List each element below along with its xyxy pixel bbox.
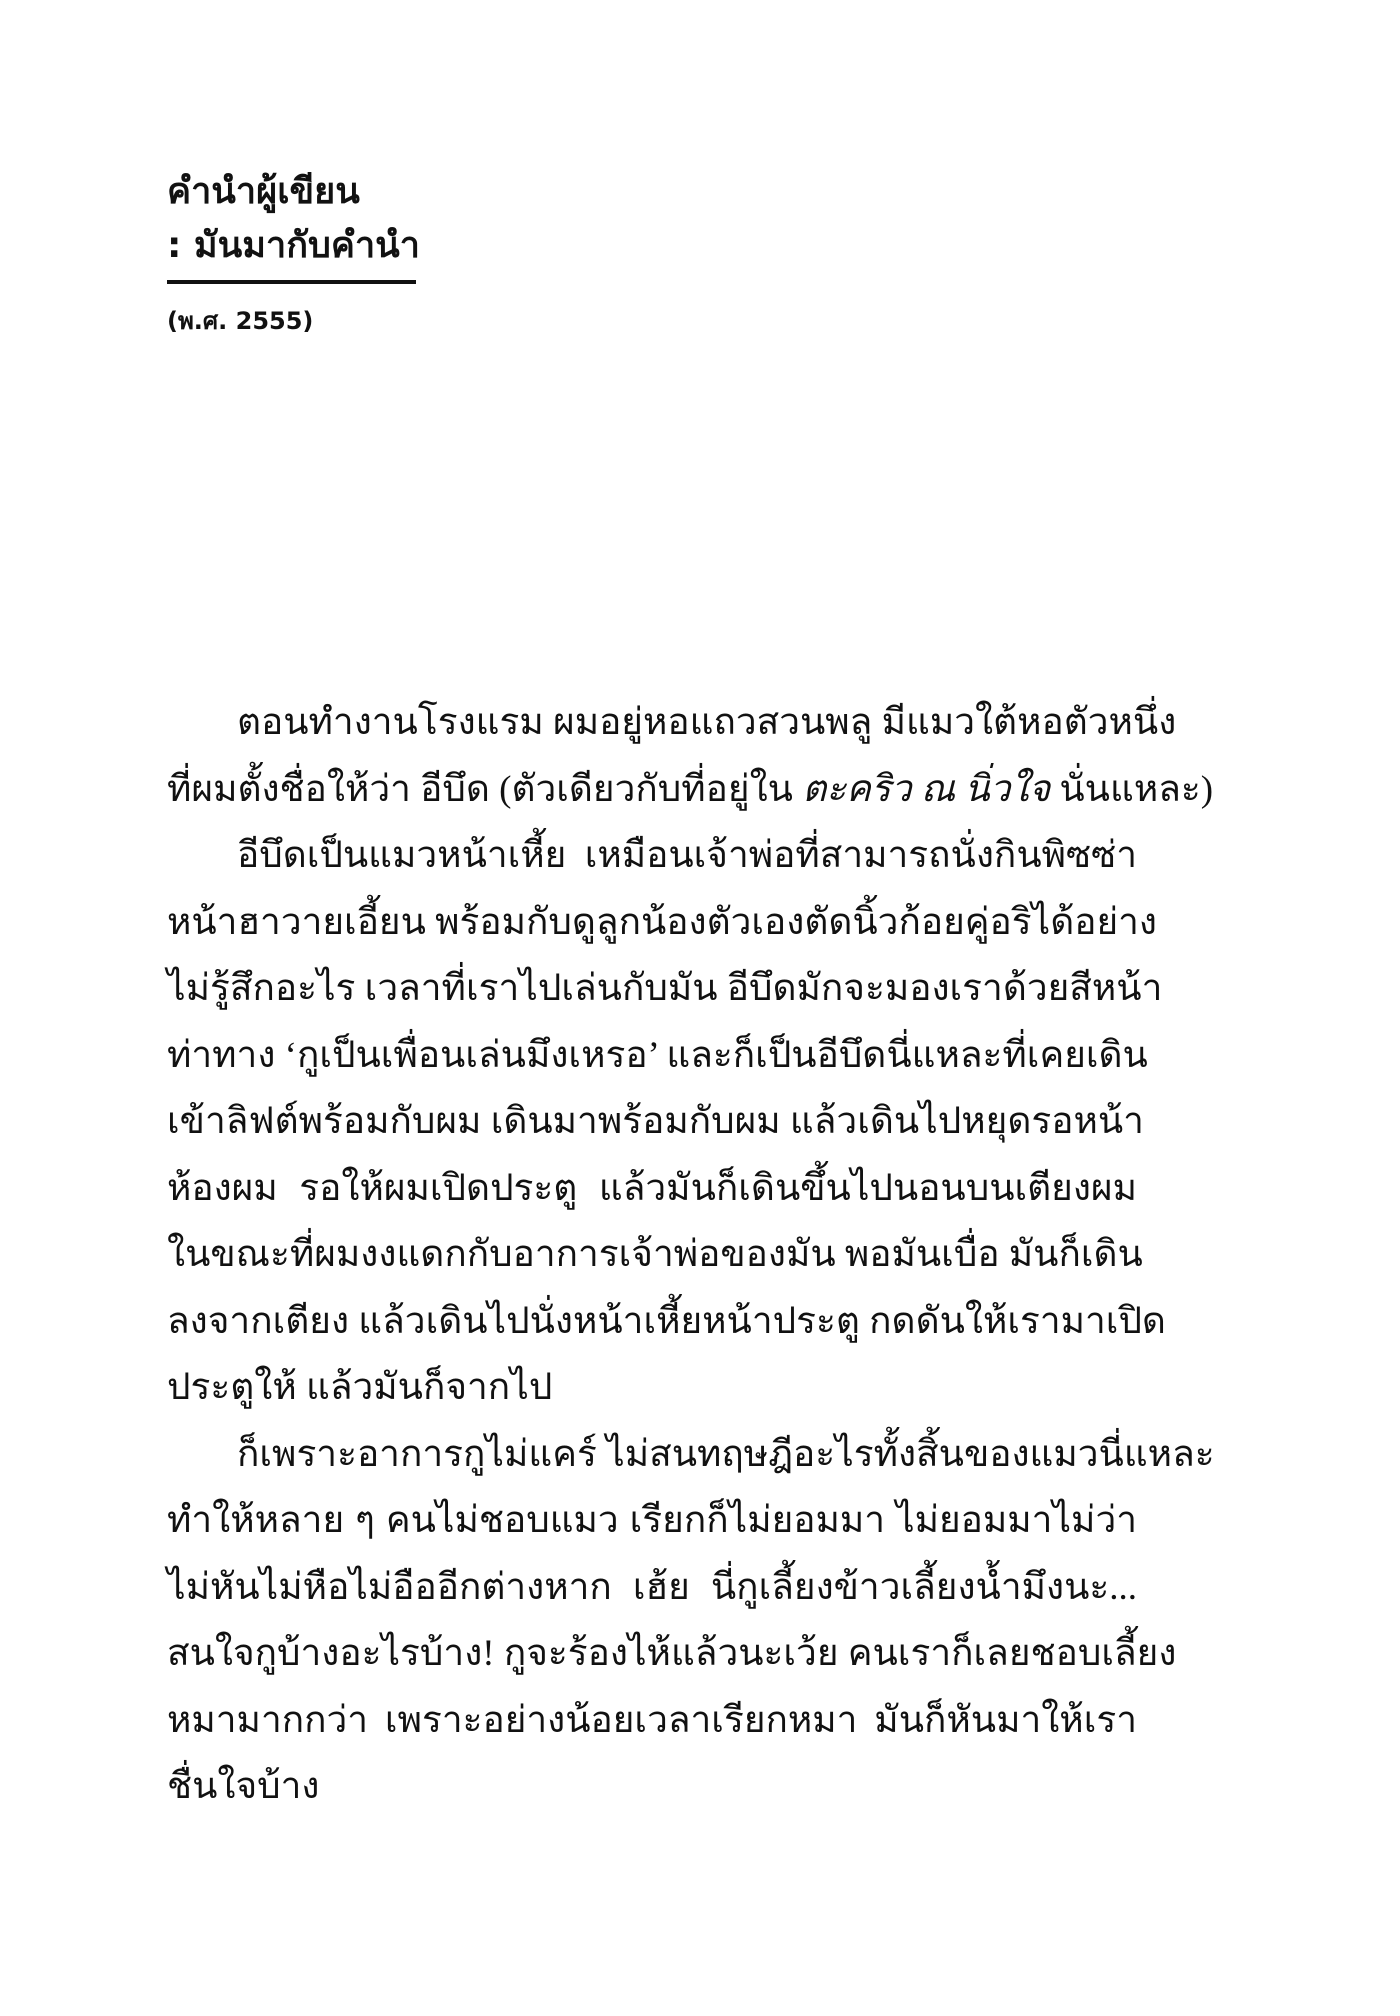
year-note: (พ.ศ. 2555) [167, 307, 314, 335]
body-text [167, 690, 1215, 1821]
paragraph-2-line-7: ในขณะที่ผมงงแดกกับอาการเจ้าพ่อของมัน พอมันเบื่อ มันก็เดิน [167, 1234, 1143, 1275]
paragraph-2-line-8: ลงจากเตียง แล้วเดินไปนั่งหน้าเหี้ยหน้าประตู กดดันให้เรามาเปิด [167, 1300, 1166, 1342]
paragraph-3-line-2: ทำให้หลาย ๆ คนไม่ชอบแมว เรียกก็ไม่ยอมมา ไม่ยอมมาไม่ว่า [167, 1500, 1137, 1541]
paragraph-3-line-5: หมามากกว่า เพราะอย่างน้อยเวลาเรียกหมา มันก็หันมาให้เรา [167, 1699, 1137, 1741]
paragraph-1-line-2 [167, 757, 1214, 824]
paragraph-2-line-1: อีบึดเป็นแมวหน้าเหี้ย เหมือนเจ้าพ่อที่สามารถนั่งกินพิซซ่า [237, 835, 1137, 876]
paragraph-1-line-1: ตอนทำงานโรงแรม ผมอยู่หอแถวสวนพลู มีแมวใต้หอตัวหนึ่ง [237, 702, 1177, 743]
heading-subtitle: : มันมากับคำนำ [167, 225, 420, 266]
chapter-heading [167, 165, 420, 273]
paragraph-2-line-3: ไม่รู้สึกอะไร เวลาที่เราไปเล่นกับมัน อีบึดมักจะมองเราด้วยสีหน้า [167, 968, 1163, 1009]
paragraph-2-line-2: หน้าฮาวายเอี้ยน พร้อมกับดูลูกน้องตัวเองตัดนิ้วก้อยคู่อริได้อย่าง [167, 901, 1157, 943]
paragraph-3-line-1: ก็เพราะอาการกูไม่แคร์ ไม่สนทฤษฎีอะไรทั้งสิ้นของแมวนี่แหละ [237, 1433, 1215, 1475]
paragraph-3-line-6: ชื่นใจบ้าง [167, 1766, 320, 1807]
heading-underline [167, 280, 416, 284]
paragraph-3-line-3: ไม่หันไม่หือไม่อืออีกต่างหาก เฮ้ย นี่กูเลี้ยงข้าวเลี้ยงน้ำมึงนะ... [167, 1566, 1137, 1608]
paragraph-2-line-5: เข้าลิฟต์พร้อมกับผม เดินมาพร้อมกับผม แล้วเดินไปหยุดรอหน้า [167, 1101, 1144, 1142]
heading-title: คำนำผู้เขียน [167, 171, 360, 212]
text-run: ที่ผมตั้งชื่อให้ว่า อีบึด (ตัวเดียวกับที่อยู่ใน [167, 768, 803, 810]
paragraph-2-line-4: ท่าทาง ‘กูเป็นเพื่อนเล่นมึงเหรอ’ และก็เป็นอีบึดนี่แหละที่เคยเดิน [167, 1034, 1148, 1076]
paragraph-2-line-9: ประตูให้ แล้วมันก็จากไป [167, 1367, 553, 1408]
text-run: นั่นแหละ) [1050, 768, 1214, 810]
book-title: ตะคริว ณ นิ่วใจ [802, 768, 1051, 810]
paragraph-3-line-4: สนใจกูบ้างอะไรบ้าง! กูจะร้องไห้แล้วนะเว้ย คนเราก็เลยชอบเลี้ยง [167, 1633, 1177, 1674]
paragraph-2-line-6: ห้องผม รอให้ผมเปิดประตู แล้วมันก็เดินขึ้นไปนอนบนเตียงผม [167, 1167, 1137, 1209]
